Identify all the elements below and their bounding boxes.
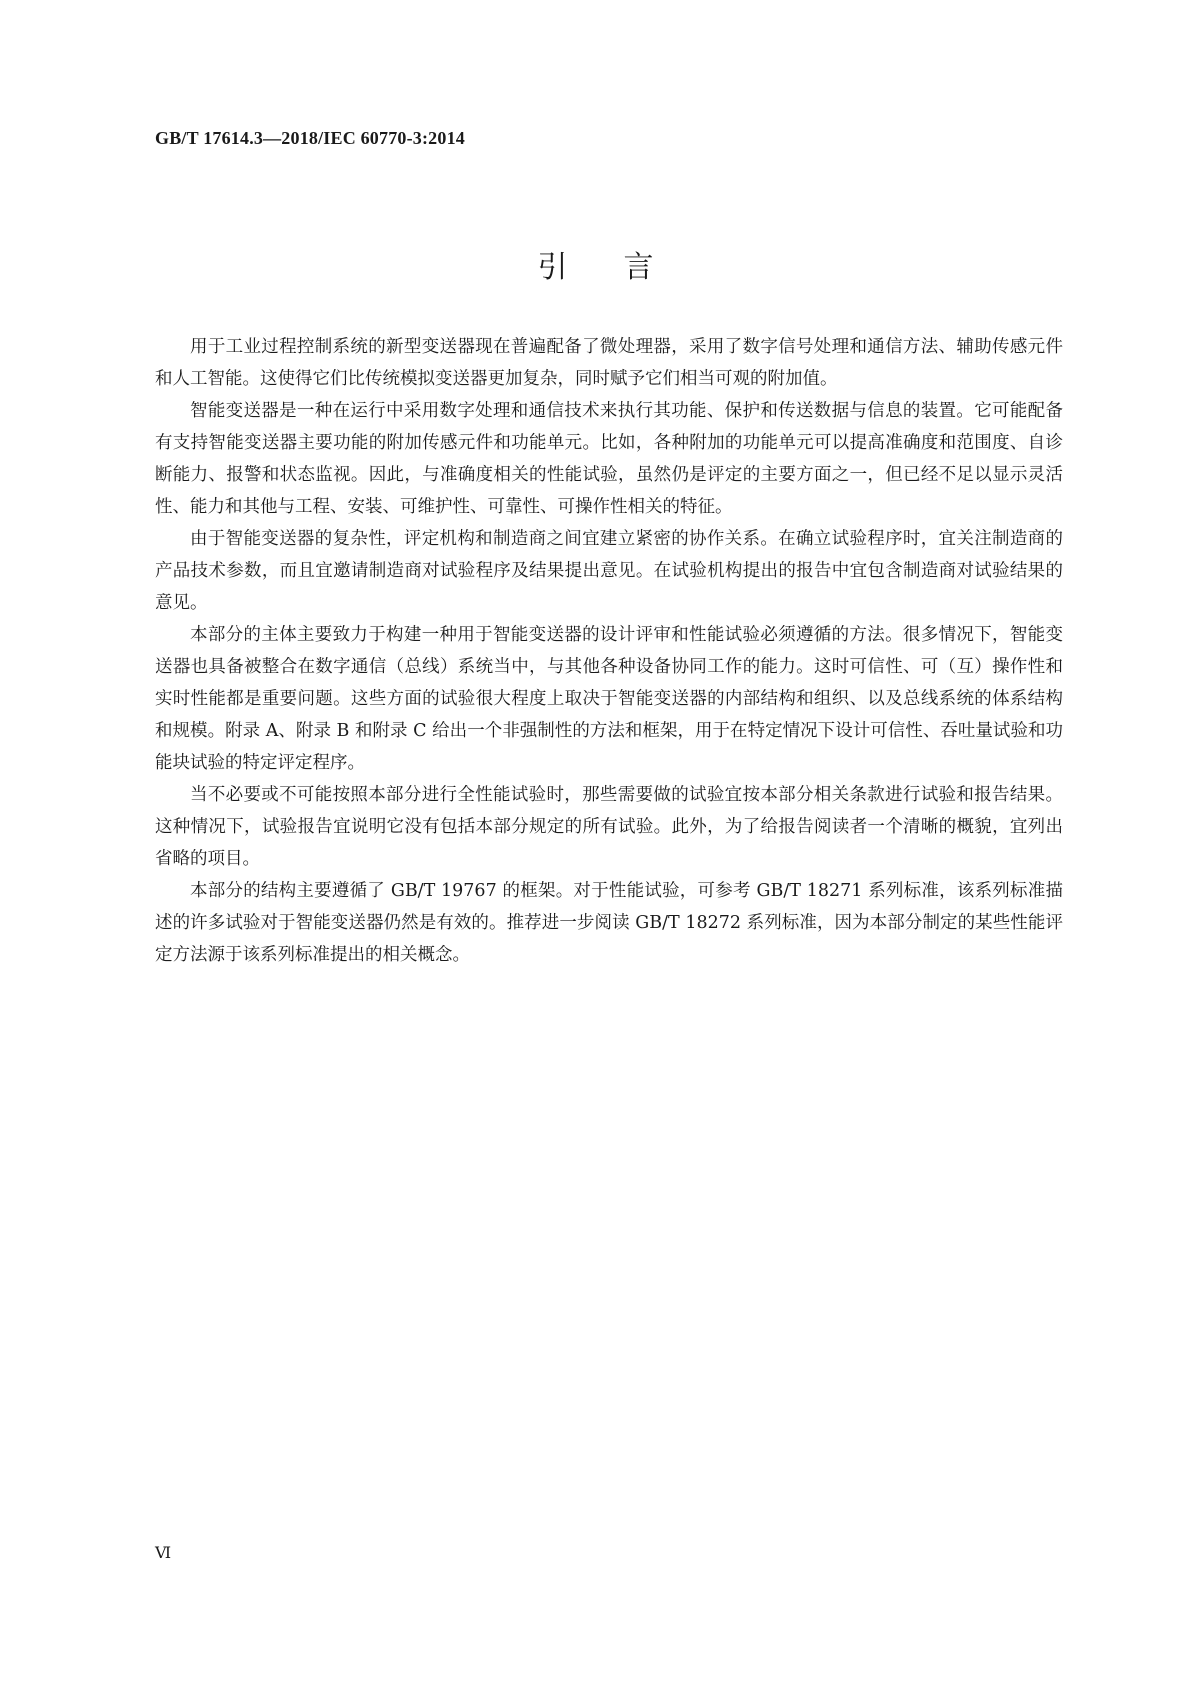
standard-header: GB/T 17614.3—2018/IEC 60770-3:2014: [155, 128, 465, 148]
paragraph-5: 当不必要或不可能按照本部分进行全性能试验时，那些需要做的试验宜按本部分相关条款进行试验和报告结果。这种情况下，试验报告宜说明它没有包括本部分规定的所有试验。此外，为了给报告阅读者一个清晰的概貌，宜列出省略的项目。: [155, 785, 1063, 869]
page-number: Ⅵ: [155, 1545, 172, 1562]
paragraph-2: 智能变送器是一种在运行中采用数字处理和通信技术来执行其功能、保护和传送数据与信息的装置。它可能配备有支持智能变送器主要功能的附加传感元件和功能单元。比如，各种附加的功能单元可以提高准确度和范围度、自诊断能力、报警和状态监视。因此，与准确度相关的性能试验，虽然仍是评定的主要方面之一，但已经不足以显示灵活性、能力和其他与工程、安装、可维护性、可靠性、可操作性相关的特征。: [155, 401, 1063, 517]
paragraph-4: 本部分的主体主要致力于构建一种用于智能变送器的设计评审和性能试验必须遵循的方法。很多情况下，智能变送器也具备被整合在数字通信（总线）系统当中，与其他各种设备协同工作的能力。这时可信性、可（互）操作性和实时性能都是重要问题。这些方面的试验很大程度上取决于智能变送器的内部结构和组织、以及总线系统的体系结构和规模。附录 A、附录 B 和附录 C 给出一个非强制性的方法和框架，用于在特定情况下设计可信性、吞吐量试验和功能块试验的特定评定程序。: [155, 625, 1063, 773]
paragraph-6: 本部分的结构主要遵循了 GB/T 19767 的框架。对于性能试验，可参考 GB/T 18271 系列标准，该系列标准描述的许多试验对于智能变送器仍然是有效的。推荐进一步阅读 GB/T 18272 系列标准，因为本部分制定的某些性能评定方法源于该系列标准提出的相关概念。: [155, 881, 1063, 965]
paragraph-3: 由于智能变送器的复杂性，评定机构和制造商之间宜建立紧密的协作关系。在确立试验程序时，宜关注制造商的产品技术参数，而且宜邀请制造商对试验程序及结果提出意见。在试验机构提出的报告中宜包含制造商对试验结果的意见。: [155, 529, 1063, 613]
page-title: 引言: [537, 250, 710, 286]
paragraph-1: 用于工业过程控制系统的新型变送器现在普遍配备了微处理器，采用了数字信号处理和通信方法、辅助传感元件和人工智能。这使得它们比传统模拟变送器更加复杂，同时赋予它们相当可观的附加值。: [155, 337, 1063, 389]
document-body: [155, 331, 1063, 971]
